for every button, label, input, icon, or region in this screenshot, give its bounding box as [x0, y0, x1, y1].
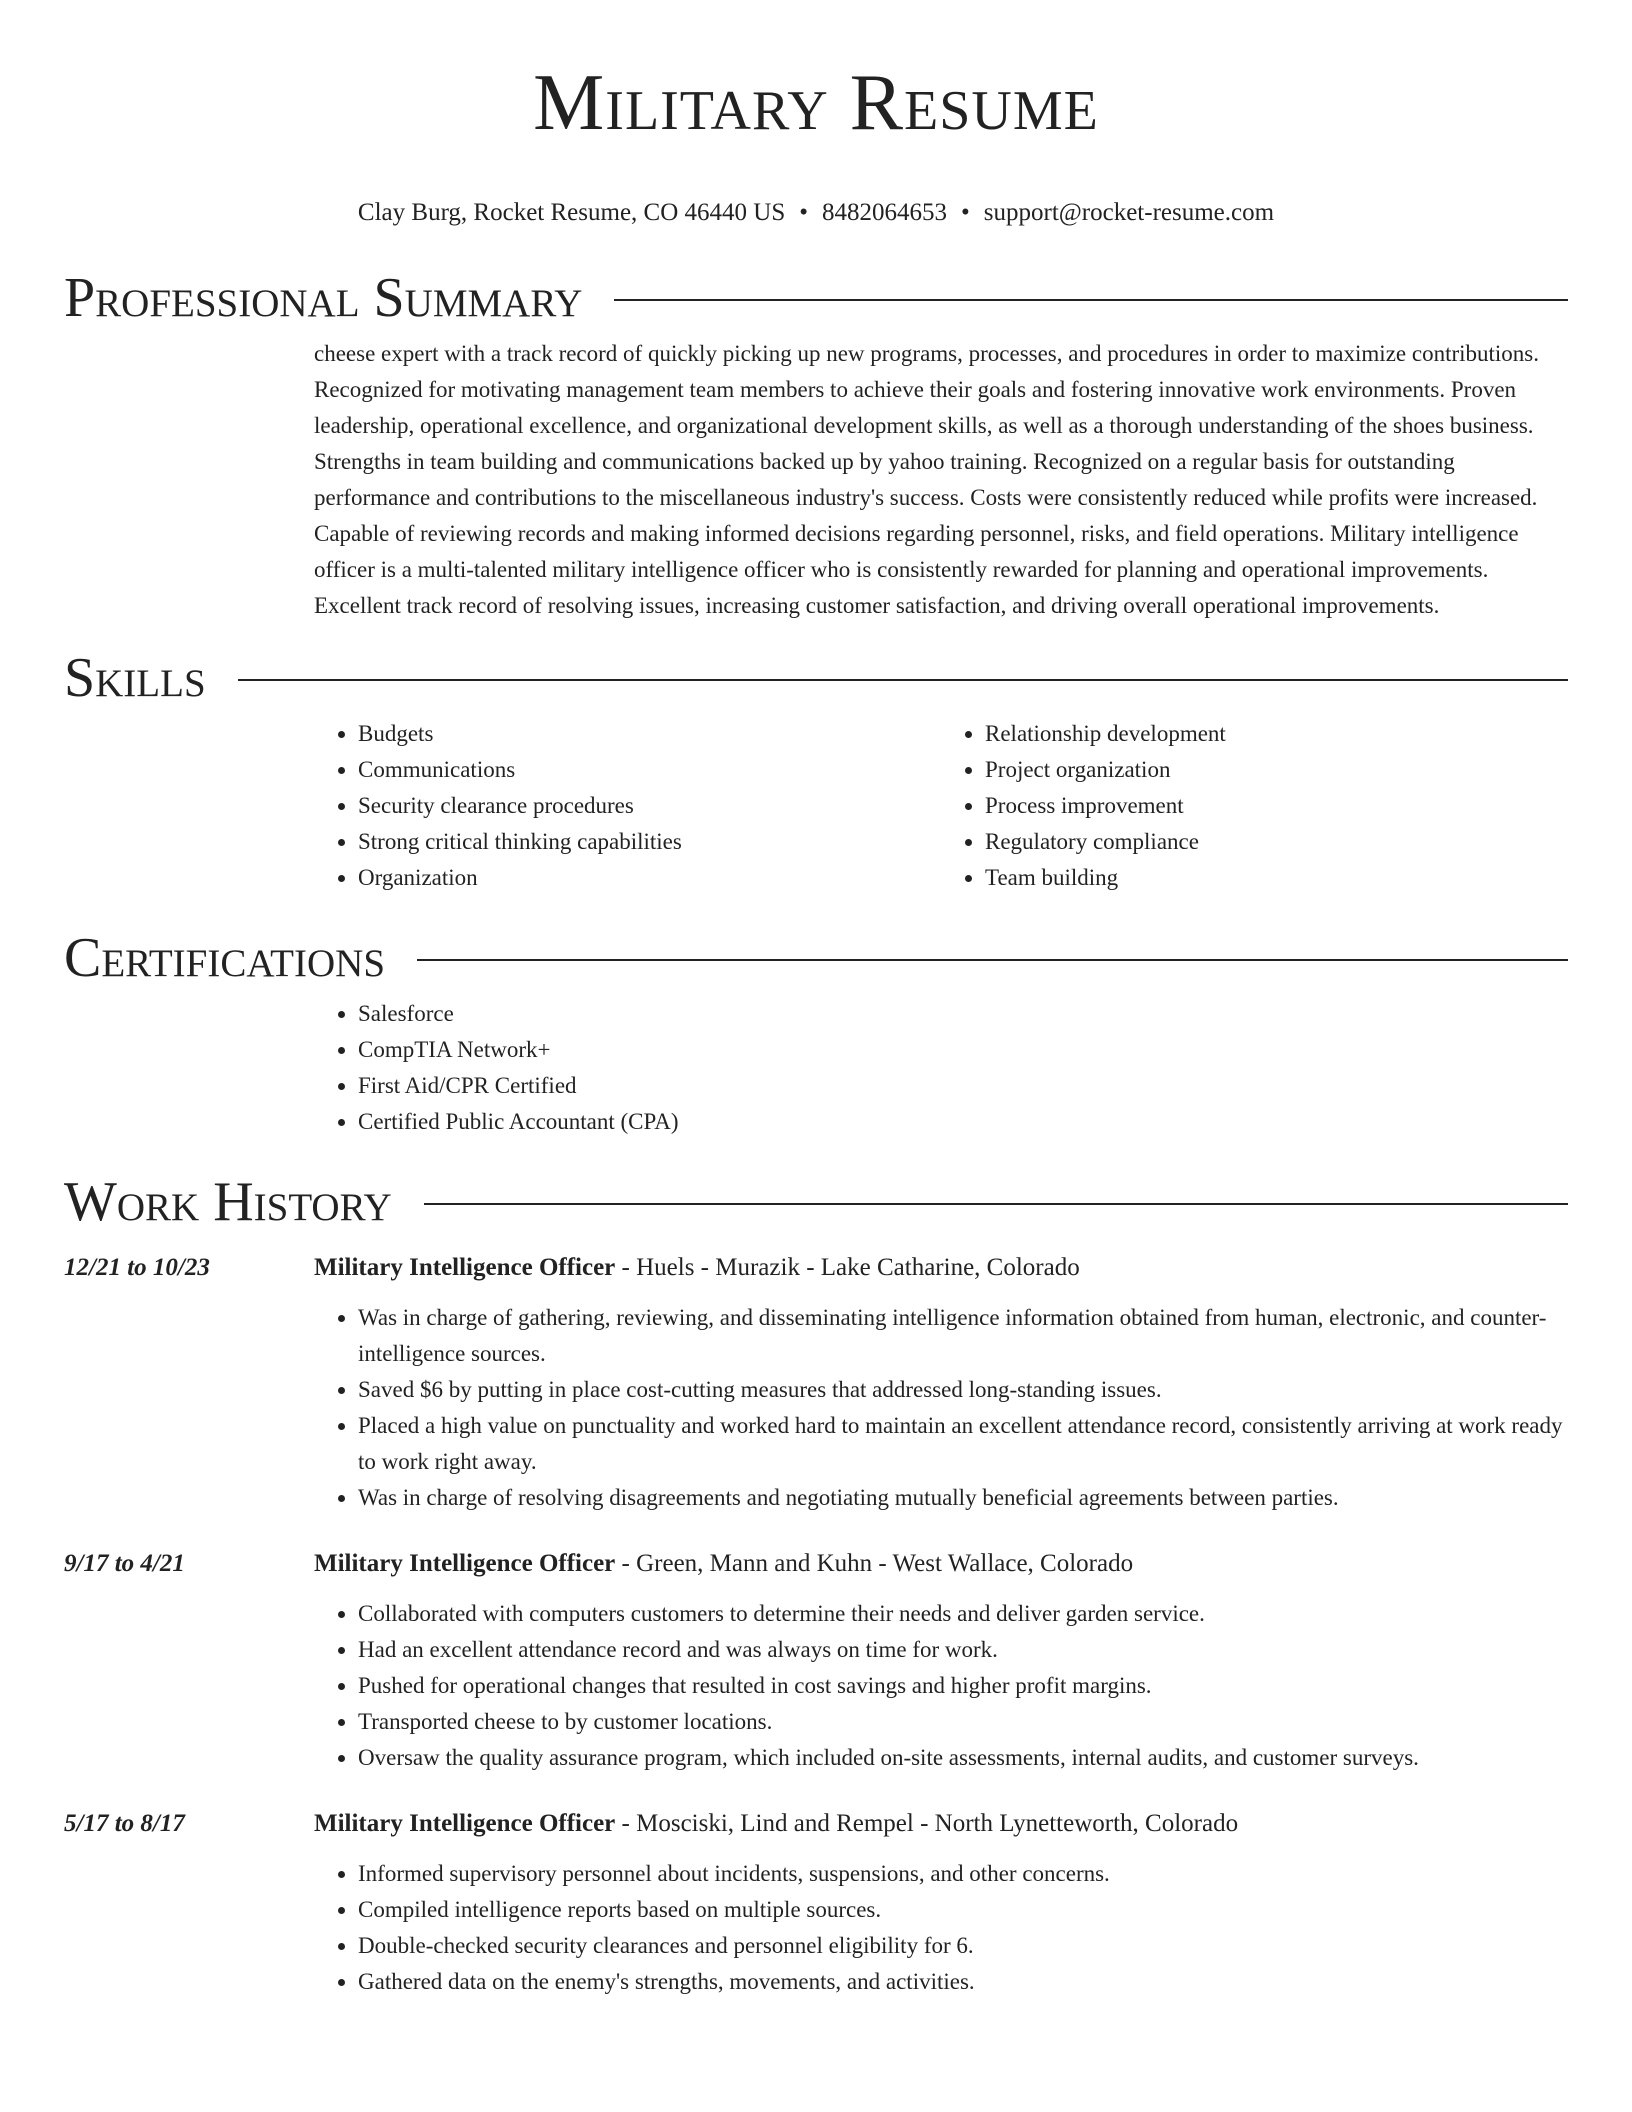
job-details: [314, 1548, 1568, 1776]
certification-item: • Salesforce: [358, 996, 1568, 1032]
job-bullet: • Had an excellent attendance record and was always on time for work.: [358, 1632, 1568, 1668]
job-title-line: [314, 1252, 1568, 1284]
job-dates: 9/17 to 4/21: [64, 1550, 185, 1577]
section-divider: [614, 299, 1568, 301]
certification-item: • First Aid/CPR Certified: [358, 1068, 1568, 1104]
job-company: - Green, Mann and Kuhn - West Wallace, Colorado: [615, 1550, 1134, 1577]
job-title-line: [314, 1808, 1568, 1840]
job-bullet: • Pushed for operational changes that resulted in cost savings and higher profit margins.: [358, 1668, 1568, 1704]
job-bullet: • Transported cheese to by customer locations.: [358, 1704, 1568, 1740]
job-bullet: • Was in charge of gathering, reviewing, and disseminating intelligence information obtained from human, electronic, and counter-intelligence sources.: [358, 1300, 1568, 1372]
skill-item: • Regulatory compliance: [985, 824, 1568, 860]
job-title-line: [314, 1548, 1568, 1580]
job-bullet: • Saved $6 by putting in place cost-cutting measures that addressed long-standing issues.: [358, 1372, 1568, 1408]
skill-item: • Budgets: [358, 716, 941, 752]
job-title: Military Intelligence Officer: [314, 1254, 616, 1281]
skill-item: • Strong critical thinking capabilities: [358, 824, 941, 860]
job-company: - Huels - Murazik - Lake Catharine, Colorado: [615, 1254, 1080, 1281]
work-history-heading: Work History: [64, 1171, 392, 1233]
job-bullet: • Placed a high value on punctuality and worked hard to maintain an excellent attendance record, consistently arriving at work ready to work right away.: [358, 1408, 1568, 1480]
certifications-heading: Certifications: [64, 927, 386, 989]
skill-item: • Communications: [358, 752, 941, 788]
resume-title: Military Resume: [533, 59, 1099, 147]
section-divider: [238, 679, 1568, 681]
separator-dot: •: [961, 199, 970, 226]
job-bullets: [314, 1856, 1568, 2000]
job-details: [314, 1252, 1568, 1516]
summary-heading: Professional Summary: [64, 267, 583, 329]
work-history-section-header: [64, 1170, 1568, 1234]
job-bullet: • Collaborated with computers customers to determine their needs and deliver garden service.: [358, 1596, 1568, 1632]
job-bullets: [314, 1300, 1568, 1516]
skills-column-left: [314, 716, 941, 896]
job-bullets: [314, 1596, 1568, 1776]
skills-section-header: [64, 646, 1568, 710]
job-bullet: • Was in charge of resolving disagreements and negotiating mutually beneficial agreements between parties.: [358, 1480, 1568, 1516]
job-dates: 12/21 to 10/23: [64, 1254, 210, 1281]
job-entry: [64, 1548, 1568, 1776]
skill-item: • Process improvement: [985, 788, 1568, 824]
skills-column-right: [941, 716, 1568, 896]
skills-list: [314, 716, 1568, 896]
job-bullet: • Compiled intelligence reports based on multiple sources.: [358, 1892, 1568, 1928]
section-divider: [417, 959, 1568, 961]
separator-dot: •: [799, 199, 808, 226]
certifications-list: [314, 996, 1568, 1140]
job-bullet: • Double-checked security clearances and personnel eligibility for 6.: [358, 1928, 1568, 1964]
skills-heading: Skills: [64, 647, 206, 709]
skill-item: • Team building: [985, 860, 1568, 896]
skill-item: • Project organization: [985, 752, 1568, 788]
skill-item: • Organization: [358, 860, 941, 896]
job-company: - Mosciski, Lind and Rempel - North Lynetteworth, Colorado: [615, 1810, 1239, 1837]
contact-email: support@rocket-resume.com: [983, 199, 1275, 226]
certifications-section-header: [64, 926, 1568, 990]
contact-address: Clay Burg, Rocket Resume, CO 46440 US: [357, 199, 786, 226]
skill-item: • Relationship development: [985, 716, 1568, 752]
contact-phone: 8482064653: [822, 199, 947, 226]
job-title: Military Intelligence Officer: [314, 1550, 616, 1577]
job-details: [314, 1808, 1568, 2000]
job-dates: 5/17 to 8/17: [64, 1810, 185, 1837]
summary-body: [314, 336, 1568, 624]
certification-item: • Certified Public Accountant (CPA): [358, 1104, 1568, 1140]
job-entry: [64, 1808, 1568, 2000]
contact-line: [64, 198, 1568, 228]
certification-item: • CompTIA Network+: [358, 1032, 1568, 1068]
summary-section-header: [64, 266, 1568, 330]
job-entry: [64, 1252, 1568, 1516]
job-bullet: • Oversaw the quality assurance program, which included on-site assessments, internal audits, and customer surveys.: [358, 1740, 1568, 1776]
section-divider: [424, 1203, 1568, 1205]
summary-text: cheese expert with a track record of quickly picking up new programs, processes, and procedures in order to maximize contributions. Recognized for motivating management team members to achieve their goals and fostering innovative work environments. Proven leadership, operational excellence, and organizational development skills, as well as a thorough understanding of the shoes business. Strengths in team building and communications backed up by yahoo training. Recognized on a regular basis for outstanding performance and contributions to the miscellaneous industry's success. Costs were consistently reduced while profits were increased. Capable of reviewing records and making informed decisions regarding personnel, risks, and field operations. Military intelligence officer is a multi-talented military intelligence officer who is consistently rewarded for planning and operational improvements. Excellent track record of resolving issues, increasing customer satisfaction, and driving overall operational improvements.: [314, 341, 1539, 618]
job-bullet: • Informed supervisory personnel about incidents, suspensions, and other concerns.: [358, 1856, 1568, 1892]
job-title: Military Intelligence Officer: [314, 1810, 616, 1837]
job-bullet: • Gathered data on the enemy's strengths, movements, and activities.: [358, 1964, 1568, 2000]
skill-item: • Security clearance procedures: [358, 788, 941, 824]
